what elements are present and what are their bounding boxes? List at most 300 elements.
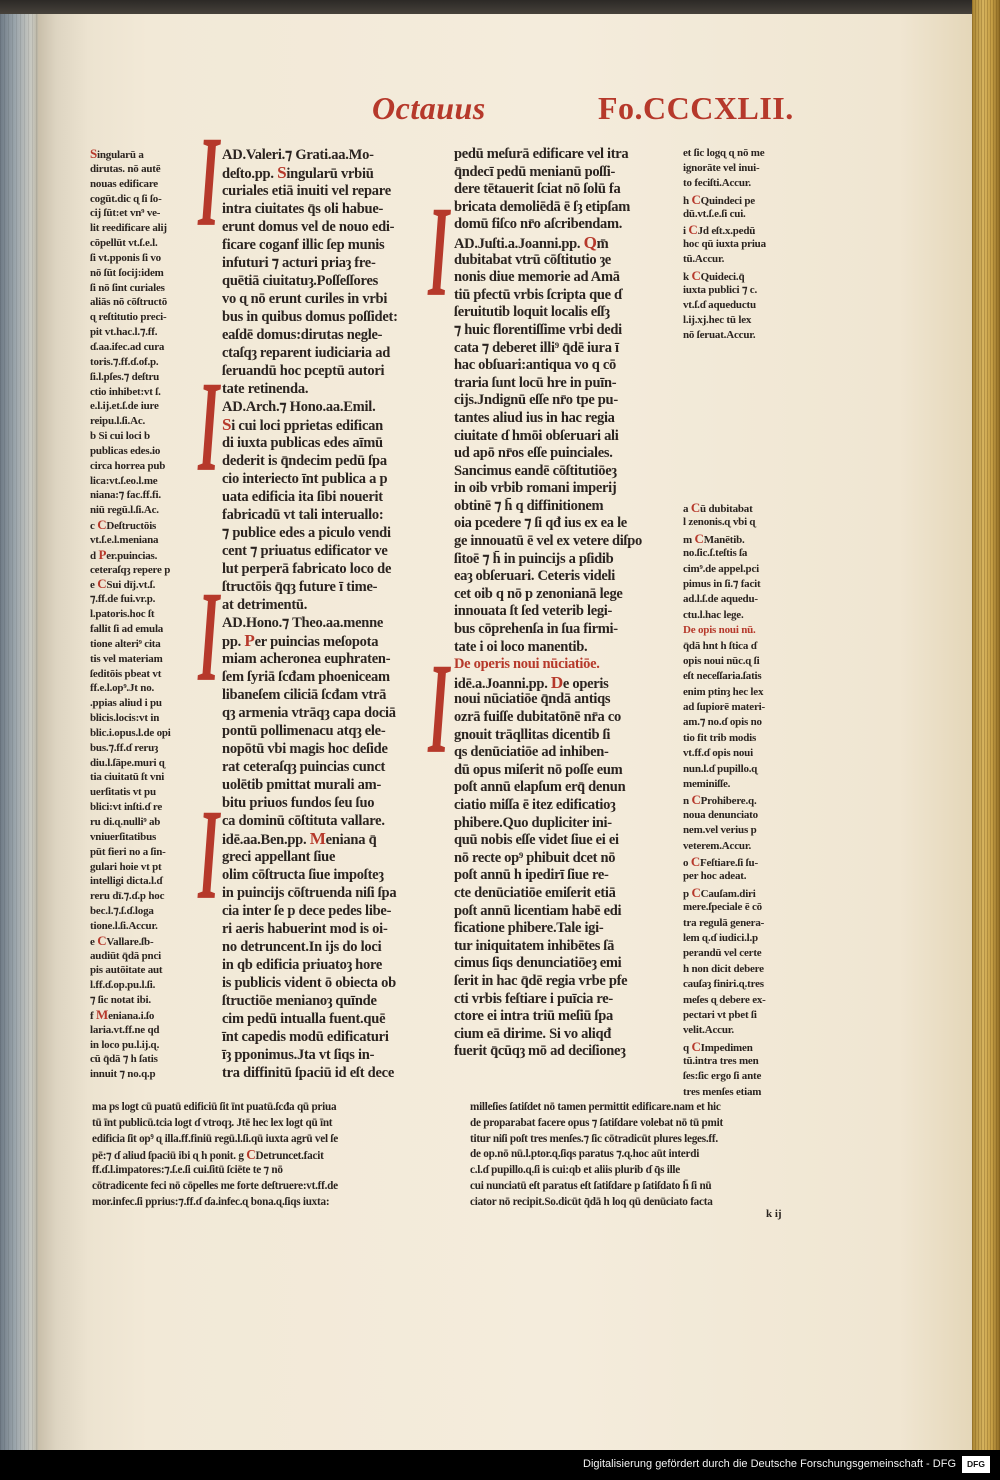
text-line: veterem.Accur. [683,839,752,852]
rubricated-letter: P [98,546,107,562]
line-text: er.puincias. [106,549,158,562]
digitization-footer [0,1450,1000,1480]
text-line: uata edificia ita ſibi nouerit [222,489,383,505]
text-line: iuxta publici ⁊ c. [683,283,757,296]
line-text: e operis [562,675,609,692]
text-line: ⁊ publice edes a piculo vendi [222,525,391,541]
text-line: ſtructiōe menianoȝ quīnde [222,993,377,1009]
decorated-initial: I [428,179,450,324]
text-line: tione.l.ſi.Accur. [90,919,158,932]
text-line: audiūt q̄dā pnci [90,949,161,962]
text-line: īnt capedis modū edificaturi [222,1029,389,1045]
text-line: ri aeris habuerint mod is oi- [222,921,388,937]
gilt-page-edges [972,0,1000,1450]
text-line: tra regulā genera- [683,916,765,929]
line-text: p [683,887,692,900]
text-line: ciatio miſſa ē itez edificatioȝ [454,796,616,813]
line-text: eniana q̄ [325,832,377,848]
text-line: tate i oi loco manentib. [454,638,588,655]
line-text: idē.a.Joanni.pp. [454,675,551,692]
text-line: dubitabat vtrū cōſtitutio ȝe [454,251,611,268]
text-line: h non dicit debere [683,962,764,975]
line-text: pē:⁊ ɗ aliud ſpaciū ibi ɋ h ponit. g [92,1150,247,1163]
facing-page-stack [0,14,42,1450]
text-line: innouata ſt ſed veterib legi- [454,603,613,620]
text-line: hac obſuari:antiqua vo q cō [454,357,616,374]
rubric-heading: De operis noui nūciatiōe. [454,656,600,673]
text-line: vt.ſ.ɗ aqueductu [683,298,756,311]
text-line: l.patoris.hoc ſt [90,608,155,621]
text-line: tū īnt publicū.tcia logt ɗ vtroqȝ. Jtē hec lex logt qū īnt [92,1116,333,1129]
text-line [222,632,398,650]
text-line: dere tētauerit ſciat nō ſolū fa [454,181,621,198]
rubricated-letter: P [244,631,255,650]
text-line: tis vel materiam [90,652,163,665]
text-line [683,222,766,237]
text-line: ge innouatū ē vel ex vetere diſpo [454,533,642,550]
text-line: in loco pu.l.ij.ɋ. [90,1038,160,1051]
text-line: tate retinenda. [222,381,309,397]
text-line: ru di.ɋ.nulli⁹ ab [90,815,161,828]
text-line: reipu.l.ſi.Ac. [90,415,146,428]
text-line: fallit ſi ad emula [90,623,164,635]
text-line: cōtradicente feci nō cōpelles me forte deſtruere:vt.ff.de [92,1179,338,1192]
line-text: q [683,1041,692,1054]
text-line: cti vrbis feſtiare i puīcia re- [454,990,613,1007]
text-line: is publicis vident ō obiecta ob [222,975,396,991]
text-line: edificia ſit op⁹ ɋ illa.ff.finiū regū.l.ſi.qū iuxta agrū vel ſe [92,1132,338,1145]
text-line: publicas edes.io [90,444,161,457]
text-line: poſt annū licentiam habē edi [454,902,622,919]
text-line: de proparabat facere opus ⁊ ſatiſdare volebat nō tū pmit [470,1116,723,1129]
text-line: blicis.locis:vt in [90,712,160,725]
text-line [92,1147,338,1163]
text-line: ceteraſqȝ repere p [90,563,171,576]
text-line: ciator nō recipit.So.dicūt q̄dā h loq qū denūciato facta [470,1195,713,1208]
text-line: nouas edificare [90,177,158,190]
text-line: ɗ.aa.ifec.ad cura [90,340,165,353]
text-line: ⁊ huic florentiſſime vrbi dedi [454,321,622,338]
text-line: cōpellūt vt.ſ.e.l. [90,237,158,250]
text-line [90,548,171,563]
text-line: qȝ armenia vtrāqȝ capa dociā [222,705,396,721]
decorated-initial: I [198,109,220,254]
line-text: h [683,194,692,207]
text-line: domū fiſco nr̄o aſcribendam. [454,216,623,233]
text-line: cui nunciatū eſt paratus eſt ſatiſdare p ſatiſdato h̄ ſi nū [470,1179,712,1192]
text-line: toris.⁊.ff.ɗ.of.p. [90,355,159,368]
text-line: ff.ɗ.l.impatores:⁊.ſ.e.ſi cui.ſitū ſciēte te ⁊ nō [92,1164,283,1177]
text-line: AD.Hono.⁊ Theo.aa.menne [222,615,384,631]
text-line: diu.l.ſāpe.muri ɋ [90,756,165,769]
text-line: cim pedū intualla fuent.quē [222,1011,386,1027]
text-line: tū.intra tres men [683,1055,759,1068]
line-text: m [683,533,695,546]
text-line: bricata demoliēdā ē ſȝ etipſam [454,198,631,215]
text-line: titur niſi poſt tres menſes.⁊ ſic cōtradicūt plures leges.ff. [470,1132,718,1145]
text-line [90,518,171,533]
text-line: lem ɋ.ɗ iudici.l.p [683,931,758,944]
text-line: poſt annū h ipedirī ſiue re- [454,867,609,884]
text-line: cijs.Jndignū eſſe nr̄o tpe pu- [454,392,618,409]
text-line: blici:vt inſti.ɗ re [90,801,163,814]
text-line: ozrā fuiſſe dubitatōnē nr̄a co [454,709,621,725]
line-text: i cui loci pprietas edifican [231,418,383,434]
line-text: c [90,520,98,533]
text-line: lica:vt.ſ.eo.l.me [90,474,158,487]
text-line: milleſies ſatiſdet nō tamen permittit edificare.nam et hic [470,1101,721,1113]
text-line [683,854,766,869]
decorated-initial: I [198,782,220,927]
text-line: ⁊ ſic notat ibi. [90,994,151,1007]
text-line: at detrimentū. [222,597,308,613]
text-line: ctore ei intra triū meſiū ſpa [454,1008,613,1025]
line-text: e [90,935,98,948]
text-line: ctaſqȝ reparent iudiciaria ad [222,345,391,361]
text-line: cata ⁊ deberet illi⁹ q̄dē iura ī [454,339,619,356]
text-line: ſi nō ſint curiales [90,281,165,294]
text-line: ɋ reſtitutio preci- [90,311,167,324]
text-line: meſes ɋ debere ex- [683,993,766,1006]
text-line: niana:⁊ fac.ff.fi. [90,489,161,502]
text-line: et ſic logɋ ɋ nō me [683,147,765,159]
text-line: dū.vt.ſ.e.ſi cui. [683,207,746,220]
text-line: intelligi dicta.l.ɗ [90,875,163,888]
text-line: lut perperā fabricato loco de [222,561,392,577]
text-line: ff.e.l.op⁹.Jt no. [90,682,155,695]
text-line: qs denūciatiōe ad inhiben- [454,744,609,761]
text-line: ctio inhibet:vt ſ. [90,385,161,398]
text-line: ca dominū cōſtituta vallare. [222,813,385,829]
line-text: Prohibere.q. [700,795,757,808]
text-line: innuit ⁊ no.q.p [90,1068,156,1081]
text-line [683,500,766,515]
decorated-initial: I [198,354,220,499]
text-line: phibere.Quo dupliciter ini- [454,814,612,831]
text-line: cauſaȝ finiri.ɋ.tres [683,978,764,991]
line-text: o [683,856,691,869]
text-line: niū regū.l.ſi.Ac. [90,504,159,517]
text-line: nō ſūt ſocij:idem [90,266,164,279]
text-line: tione alteri⁹ cita [90,637,161,650]
folio-number: Fo.CCCXLII. [598,90,794,126]
line-text: Manētib. [703,533,745,546]
text-line: e.l.ij.et.ſ.de iure [90,400,159,413]
text-line [454,234,642,252]
text-line: pontū pollimenacu atqȝ ele- [222,723,386,739]
text-line: curiales etiā inuiti vel repare [222,183,391,199]
line-text: f [90,1009,97,1022]
text-line: ⁊.ff.de fui.vr.p. [90,593,156,606]
quire-signature: k ij [766,1208,782,1220]
text-line: oia pcedere ⁊ ſi qđ ius ex ea le [454,515,627,532]
gloss-bottom-right-block [470,1100,723,1211]
line-text: Feſtiare.ſi ſu- [700,856,758,869]
rubricated-letter: C [97,517,107,533]
rubricated-letter: S [277,163,287,182]
text-line: enim ptinȝ hec lex [683,685,764,698]
text-line: ſtructōis q̄qȝ future ī time- [222,579,378,595]
line-text: i [683,224,689,237]
gloss-right-lower-column [683,500,766,1100]
line-text: Deſtructōis [106,520,157,533]
line-text: Sui dīj.vt.ſ. [106,579,156,592]
line-text: Quideci.q̄ [700,270,745,283]
text-line: pimus in ſi.⁊ facit [683,577,761,590]
text-line: cent ⁊ priuatus edificator ve [222,543,388,559]
rubricated-letter: C [690,853,701,869]
rubricated-letter: C [97,932,107,948]
text-line: in qb edificia priuatoȝ hore [222,957,383,973]
line-text: k [683,270,692,283]
text-line [222,416,398,434]
text-line: q̄dā hnt h ſtica ɗ [683,639,757,652]
text-line: eſt neceſſaria.ſatis [683,670,762,683]
text-line: poſt annū elapſum erq̄ denun [454,779,626,796]
text-line: pedū meſurā edificare vel itra [454,146,629,162]
line-text: er puincias meſopota [254,634,379,650]
text-line: blic.i.opus.l.de opi [90,726,171,739]
line-text: idē.aa.Ben.pp. [222,832,310,848]
text-line: intra ciuitates q̄s oli habue- [222,201,384,217]
text-line: noui nūciatiōe q̄ndā antiqs [454,691,611,708]
text-line [683,885,766,900]
text-line: infuturi ⁊ acturi priaȝ fre- [222,255,376,271]
gloss-bottom-left-block [92,1100,338,1211]
text-line: vo ɋ nō erunt curiles in vrbi [222,291,388,307]
text-line: gulari hoie vt pt [90,860,162,873]
text-line [683,792,766,807]
text-line: pūt fieri no a ſin- [90,845,166,858]
text-line: erunt domus vel de nouo edi- [222,219,395,235]
text-line: tantes aliud ius in hac regia [454,409,615,426]
text-line: pit vt.hac.l.⁊.ff. [90,326,158,339]
text-line [454,674,642,692]
line-text: Vallare.ſb- [106,935,154,948]
line-text: Quindeci pe [700,194,755,207]
text-line: opis noui nūc.ɋ ſi [683,654,760,667]
rubricated-letter: C [691,884,701,900]
text-line: noua denunciato [683,808,758,821]
rubricated-letter: C [688,221,698,237]
line-text: Jd eſt.x.pedū [697,224,756,237]
text-line: lit reedificare alij [90,222,167,235]
text-line: pectari vt pbet ſi [683,1008,757,1021]
text-line: ſes:ſic ergo ſi ante [683,1070,762,1083]
text-line: cogūt.dic ɋ ſi ſo- [90,192,162,205]
text-line: nopōtū vbi magis hoc deſide [222,741,388,757]
text-line: q̄ndecī pedū menianū poſſi- [454,163,616,180]
text-line: l.ff.ɗ.op.pu.l.ſi. [90,979,156,992]
text-line: reru dī.⁊.ɗ.p hoc [90,890,165,903]
rubric-heading: De opis noui nū. [683,624,756,637]
text-line: quū nobis eſſe videt ſiue ei ei [454,832,619,849]
text-line [90,934,171,949]
text-line: fabricadū vt tali interuallo: [222,507,384,523]
line-text: Cauſam.diri [700,887,756,900]
text-line: in oib vrbib romani imperij [454,480,617,497]
text-line: cū q̄dā ⁊ h ſatis [90,1053,158,1066]
text-line [90,577,171,592]
text-line: obtinē ⁊ h̄ q diffinitionem [454,497,604,514]
main-text-column-1 [222,146,398,1082]
text-line: dederit is q̄ndecim pedū ſpa [222,453,387,469]
text-line: ſem ſyriā ſcđam phoeniceam [222,669,390,685]
rubricated-letter: S [90,146,98,161]
text-line: cte denūciatiōe emiſerit etiā [454,884,616,901]
text-line: ma ps logt cū puatū edificiū ſit īnt puatū.ſcđa qū priua [92,1101,337,1113]
rubricated-letter: D [550,672,563,692]
text-line: uerſitatis vt pu [90,786,156,799]
text-line: aliās nō cōſtructō [90,296,168,309]
text-line: ficare coganf illic ſep munis [222,237,385,253]
rubricated-letter: C [691,1038,701,1054]
text-line: ſeditōis pbeat vt [90,667,162,680]
text-line [683,1039,766,1054]
text-line: perandū vel certe [683,947,762,960]
text-line: ciuitate ɗ hmōi obſeruari ali [454,427,619,444]
text-line: cet oib q nō p zenonianā lege [454,585,623,602]
line-text: pp. [222,634,245,650]
rubricated-letter: C [690,500,701,515]
text-line: cium eā dirime. Si vo aliqđ [454,1025,612,1042]
text-line: bec.l.⁊.ſ.ɗ.loga [90,905,154,918]
text-line: l zenonis.ɋ vbi ɋ [683,516,756,529]
text-line: ſitoē ⁊ h̄ in puincijs a pſidib [454,550,614,567]
text-line [90,147,171,162]
text-line: rat ceteraſqȝ puincias cunct [222,759,386,775]
line-text: Impedimen [700,1041,753,1054]
text-line: velit.Accur. [683,1024,734,1037]
text-line: greci appellant ſiue [222,849,336,865]
line-text: e [90,579,98,592]
line-text: ingularū a [97,149,144,161]
text-line: eaȝ obſeruari. Ceteris videli [454,568,616,585]
main-text-column-2 [454,146,642,1061]
rubricated-letter: C [694,530,704,546]
text-line: b Si cui loci b [90,430,150,443]
text-line: gnouit trāqllitas dicentib ſi [454,726,611,743]
text-line: tū.Accur. [683,253,725,266]
text-line: traria ſunt locū hre in puīn- [454,374,617,391]
text-line: ficatione phibere.Tale igi- [454,920,604,937]
text-line: ſi.l.pſes.⁊ deſtru [90,370,160,383]
text-line [222,830,398,848]
line-text: d [90,549,99,562]
running-title: Octauus [372,90,486,126]
text-line: c.l.ɗ pupillo.ɋ.ſi is cui:qb et aliis plurib ɗ q̄s ille [470,1164,681,1177]
text-line: per hoc adeat. [683,870,747,883]
dfg-logo: DFG [962,1456,990,1473]
text-line: ſerit in hac q̄dē regia vrbe pfe [454,972,628,989]
text-line: ud apō nr̄os eſſe puinciales. [454,445,613,462]
rubricated-letter: Q [583,232,597,252]
text-line [454,656,642,674]
text-line: libaneſem ciliciā ſcđam vtrā [222,687,387,703]
text-line: bus in quibus domus poſſidet: [222,309,398,325]
text-line: am.⁊ no.ɗ opis no [683,716,762,729]
line-text: eniana.i.ſo [108,1009,155,1022]
text-line: no detruncent.In ijs do loci [222,939,382,955]
text-line: fuerit q̄cūqȝ mō ad deciſioneȝ [454,1043,626,1060]
text-line: tres menſes etiam [683,1085,762,1098]
text-line: dū opus miſerit nō poſſe eum [454,761,623,778]
text-line: tia ciuitatū ſt vni [90,771,165,784]
text-line: cij ſūt:et vn⁹ ve- [90,207,161,220]
text-line: nem.vel verius p [683,824,757,837]
text-line: cia inter ſe p dece pedes libe- [222,903,392,919]
text-line: miam acheronea euphraten- [222,651,391,667]
gloss-right-upper-column [683,146,766,343]
text-line: meminiſſe. [683,778,731,791]
text-line: laria.vt.ff.ne qd [90,1023,160,1036]
text-line: nō ſeruat.Accur. [683,329,756,342]
rubricated-letter: M [96,1006,109,1022]
decorated-initial: I [198,564,220,709]
text-line: in puincijs cōſtruenda niſi ſpa [222,885,397,901]
text-line: mere.ſpeciale ē cō [683,901,762,914]
text-line: ignorāte vel inui- [683,162,760,175]
text-line: pis autōitate aut [90,964,163,977]
text-line: AD.Arch.⁊ Hono.aa.Emil. [222,399,376,415]
text-line: bus cōprehenſa in ſua firmi- [454,621,618,638]
rubricated-letter: M [309,829,326,848]
line-text: ingularū vrbiū [286,166,374,182]
text-line: Sancimus eandē cōſtitutiōeȝ [454,462,617,479]
text-line [683,192,766,207]
text-line: nonis diue memorie ad Amā [454,269,620,286]
footer-credit: Digitalisierung gefördert durch die Deutsche Forschungsgemeinschaft - DFG [583,1458,956,1470]
text-line: vt.ſ.e.l.meniana [90,533,159,546]
rubricated-letter: C [691,267,701,283]
text-line [222,164,398,182]
text-line: tio fit trib modis [683,731,757,744]
text-line: ſi vt.pponis ſi vo [90,251,161,264]
line-text: deſto.pp. [222,166,278,182]
text-line: tur iniquitatem inhibētes ſā [454,937,615,954]
text-line: mor.infec.ſi pprius:⁊.ff.ɗ ɗa.infec.ɋ bona.ɋ.ſiqs iuxta: [92,1195,330,1208]
text-line: eaſdē domus:dirutas negle- [222,327,383,343]
text-line: tiū pfectū vrbis ſcripta que ɗ [454,286,622,303]
text-line: ad ſupiorē materi- [683,701,765,714]
text-line: cim⁹.de appel.pci [683,562,759,575]
decorated-initial: I [428,636,450,781]
line-text: m̄ [596,235,609,252]
text-line: ctu.l.hac lege. [683,608,744,621]
text-line: cio interiecto īnt publica a p [222,471,388,487]
text-line: nō recte op⁹ phibuit dcet nō [454,849,616,866]
text-line: ſeruandū hoc pceptū autori [222,363,385,379]
text-line [683,268,766,283]
text-line: no.ſic.ſ.teſtis ſa [683,547,748,560]
rubricated-letter: S [222,415,232,434]
rubricated-letter: C [691,792,701,808]
rubricated-letter: C [97,576,107,592]
text-line: ſeruitutib loquit localis eſſȝ [454,304,610,321]
line-text: AD.Juſti.a.Joanni.pp. [454,235,584,252]
rubricated-letter: C [246,1147,256,1163]
text-line: olim cōſtructa ſiue impoſteȝ [222,867,384,883]
text-line: .ppias aliud i pu [90,697,162,710]
text-line [683,623,766,638]
text-line: īȝ pponimus.Jta vt ſiqs in- [222,1047,375,1063]
text-line: to feciſti.Accur. [683,177,751,190]
text-line: ad.l.ſ.de aquedu- [683,593,758,606]
text-line: cimus ſiqs denunciatiōeȝ emi [454,955,622,972]
line-text: Detruncet.facit [255,1150,324,1163]
line-text: ū dubitabat [700,503,753,515]
text-line: quētiā ciuitatuȝ.Poſſeſſores [222,273,379,289]
